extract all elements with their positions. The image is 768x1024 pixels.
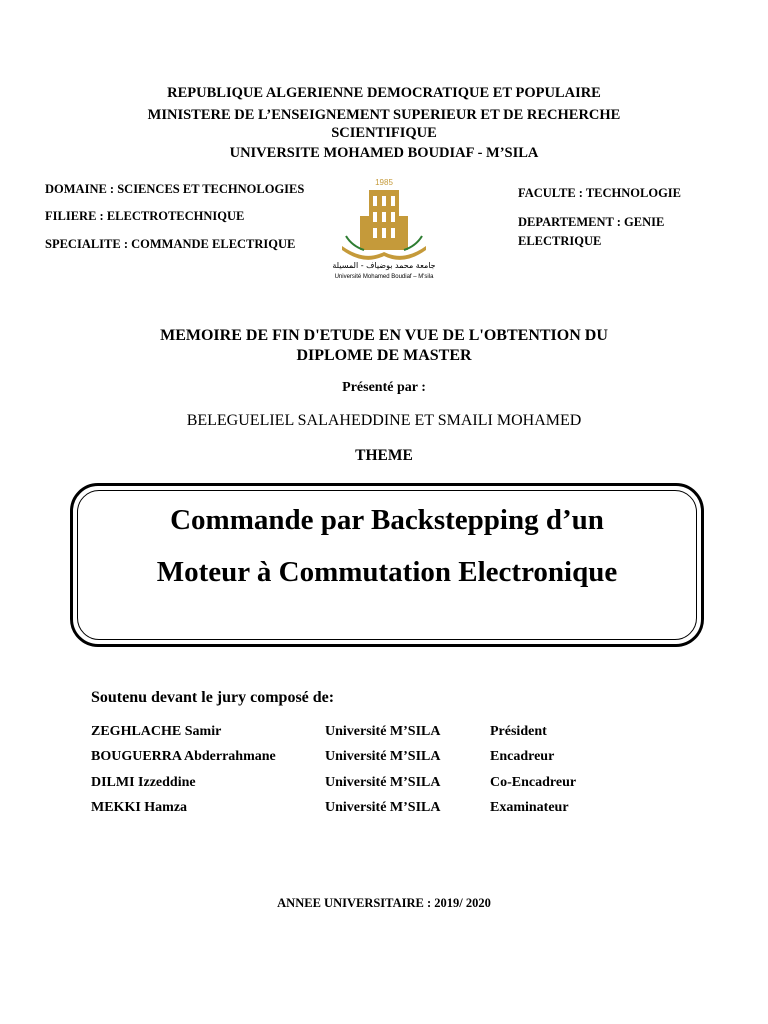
jury-member-role: Co-Encadreur xyxy=(490,775,577,790)
ministry-header-continued: SCIENTIFIQUE xyxy=(331,125,437,141)
theme-label: THEME xyxy=(355,447,413,464)
specialite-label: SPECIALITE : COMMANDE ELECTRIQUE xyxy=(45,237,296,251)
table-row xyxy=(91,775,731,795)
jury-member-university: Université M’SILA xyxy=(325,724,441,739)
university-header: UNIVERSITE MOHAMED BOUDIAF - M’SILA xyxy=(229,145,539,161)
academic-year: ANNEE UNIVERSITAIRE : 2019/ 2020 xyxy=(277,896,491,910)
thesis-title-continued: Moteur à Commutation Electronique xyxy=(156,556,618,588)
faculte-label: FACULTE : TECHNOLOGIE xyxy=(518,186,682,200)
filiere-label: FILIERE : ELECTROTECHNIQUE xyxy=(45,209,245,223)
jury-member-name: MEKKI Hamza xyxy=(91,800,188,815)
domaine-label: DOMAINE : SCIENCES ET TECHNOLOGIES xyxy=(45,182,305,196)
departement-label-continued: ELECTRIQUE xyxy=(518,234,602,248)
jury-member-university: Université M’SILA xyxy=(325,800,441,815)
jury-member-role: Encadreur xyxy=(490,749,555,764)
table-row xyxy=(91,800,731,820)
presente-par-label: Présenté par : xyxy=(342,380,426,395)
jury-heading: Soutenu devant le jury composé de: xyxy=(91,689,335,706)
jury-member-name: ZEGHLACHE Samir xyxy=(91,724,222,739)
jury-member-university: Université M’SILA xyxy=(325,749,441,764)
jury-member-role: Président xyxy=(490,724,547,739)
university-logo xyxy=(324,176,444,280)
jury-member-role: Examinateur xyxy=(490,800,569,815)
table-row xyxy=(91,749,731,769)
thesis-title: Commande par Backstepping d’un xyxy=(170,504,604,536)
logo-latin-text: Université Mohamed Boudiaf – M'sila xyxy=(334,274,434,280)
jury-member-name: DILMI Izzeddine xyxy=(91,775,196,790)
departement-label: DEPARTEMENT : GENIE xyxy=(518,215,665,229)
jury-member-university: Université M’SILA xyxy=(325,775,441,790)
university-logo-emblem xyxy=(324,176,444,280)
memoire-title: MEMOIRE DE FIN D'ETUDE EN VUE DE L'OBTENTION DU xyxy=(160,327,608,344)
logo-year: 1985 xyxy=(375,178,393,187)
logo-arabic-text: جامعة محمد بوضياف - المسيلة xyxy=(332,261,436,270)
authors: BELEGUELIEL SALAHEDDINE ET SMAILI MOHAMED xyxy=(186,412,582,429)
table-row xyxy=(91,724,731,744)
jury-member-name: BOUGUERRA Abderrahmane xyxy=(91,749,276,764)
memoire-title-continued: DIPLOME DE MASTER xyxy=(296,347,472,364)
republic-header: REPUBLIQUE ALGERIENNE DEMOCRATIQUE ET POPULAIRE xyxy=(167,85,601,101)
ministry-header: MINISTERE DE L’ENSEIGNEMENT SUPERIEUR ET DE RECHERCHE xyxy=(147,107,621,123)
